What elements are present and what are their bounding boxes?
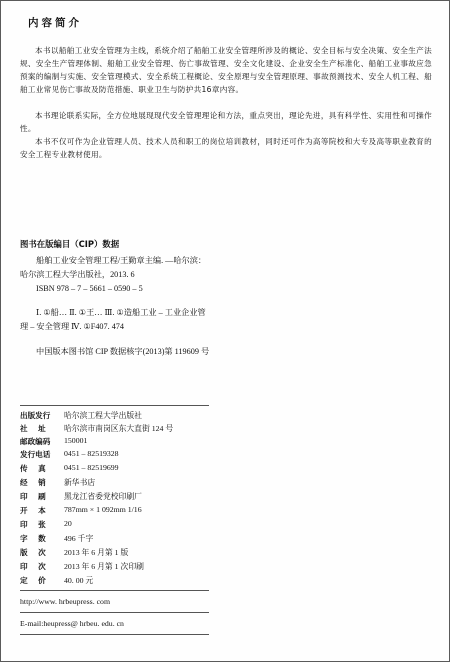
intro-paragraph-3: 本书不仅可作为企业管理人员、技术人员和职工的岗位培训教材，同时还可作为高等院校和大专及高等职业教育的安全工程专业教材使用。 (20, 137, 432, 159)
website-link[interactable]: http://www. hrbeupress. com (20, 597, 111, 606)
divider-top (20, 405, 209, 406)
pub-row-label: 社 址 (20, 424, 46, 433)
divider-lower (20, 612, 209, 613)
pub-row-value: 40. 00 元 (64, 576, 94, 585)
pub-row-value: 0451 – 82519699 (64, 463, 119, 472)
pub-row-value: 黑龙江省委党校印刷厂 (64, 492, 142, 501)
pub-row-label: 字 数 (20, 534, 46, 543)
cip-isbn-line: ISBN 978 – 7 – 5661 – 0590 – 5 (36, 284, 143, 293)
pub-row-value: 2013 年 6 月第 1 次印刷 (64, 562, 144, 571)
pub-row-value: 150001 (64, 436, 88, 445)
intro-paragraph-1: 本书以船舶工业安全管理为主线，系统介绍了船舶工业安全管理所涉及的概论、安全目标与安全决策、安全生产法规、安全生产管理体制、船舶工业安全管理、伤亡事故管理、安全文化建设、企业安全生产标准化、船舶工业事故应急预案的编制与实施、安全管理模式、安全系统工程概论、安全原理与安全管理原理、事故预测技术、安全人机工程、船舶工业常见伤亡事故及防范措施、职业卫生与防护共16章内容。 (20, 46, 432, 94)
pub-row-label: 经 销 (20, 478, 46, 487)
pub-row-label: 传 真 (20, 464, 46, 473)
pub-row-label: 版 次 (20, 548, 46, 557)
pub-row-value: 哈尔滨工程大学出版社 (64, 411, 142, 420)
pub-row-label: 印 刷 (20, 492, 46, 501)
pub-row-value: 2013 年 6 月第 1 版 (64, 548, 129, 557)
pub-row-label: 开 本 (20, 506, 46, 515)
intro-paragraph-2: 本书理论联系实际，全方位地展现现代安全管理理论和方法，重点突出，理论先进，具有科学性、实用性和可操作性。 (20, 111, 432, 133)
cip-record-number: 中国版本图书馆 CIP 数据核字(2013)第 119609 号 (36, 347, 210, 356)
pub-row-label: 印 张 (20, 520, 46, 529)
pub-row-label: 印 次 (20, 562, 46, 571)
cip-classification-line-2: 理 – 安全管理 Ⅳ. ①F407. 474 (20, 322, 124, 331)
pub-row-value: 新华书店 (64, 478, 96, 487)
intro-title: 内容简介 (28, 17, 82, 29)
pub-row-value: 20 (64, 519, 72, 528)
divider-bottom (20, 634, 209, 635)
pub-row-value: 496 千字 (64, 534, 94, 543)
pub-row-value: 787mm × 1 092mm 1/16 (64, 505, 142, 514)
cip-classification-line: Ⅰ. ①船… Ⅱ. ①王… Ⅲ. ①造船工业 – 工业企业管 (36, 308, 206, 317)
pub-row-value: 哈尔滨市南岗区东大直街 124 号 (64, 424, 174, 433)
pub-row-label: 定 价 (20, 576, 46, 585)
cip-heading: 图书在版编目（CIP）数据 (20, 239, 120, 249)
pub-row-label: 出版发行 (20, 411, 51, 420)
email-link[interactable]: E-mail:heupress@ hrbeu. edu. cn (20, 619, 124, 628)
cip-publisher-line: 哈尔滨工程大学出版社，2013. 6 (20, 270, 135, 279)
divider-middle (20, 590, 209, 591)
pub-row-label: 邮政编码 (20, 437, 51, 446)
pub-row-label: 发行电话 (20, 450, 51, 459)
cip-title-line: 船舶工业安全管理工程/王勤章主编. —哈尔滨： (36, 256, 207, 265)
pub-row-value: 0451 – 82519328 (64, 449, 119, 458)
